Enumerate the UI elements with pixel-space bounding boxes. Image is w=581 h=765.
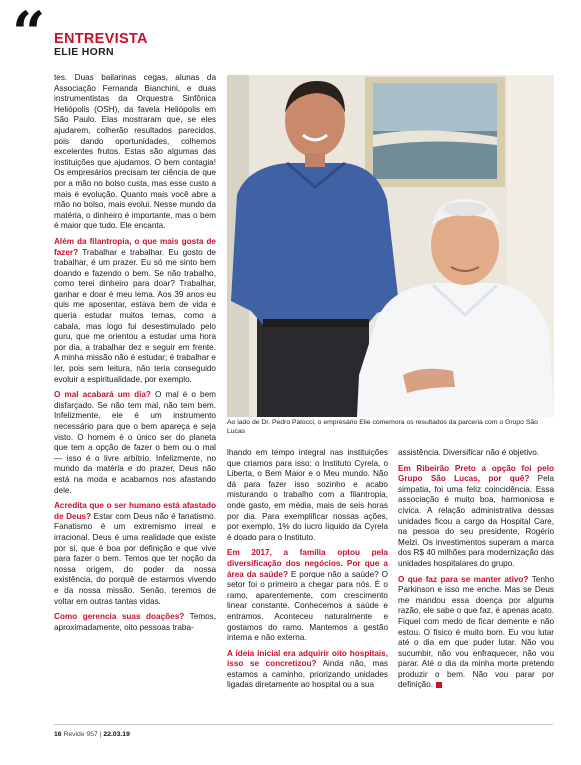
qa-block: [54, 501, 216, 607]
answer: O mal é o bem disfarçado. Se não tem mal, não tem bem. Infelizmente, ele é um instrumento necessário para que o bem apareça e seja visto. O homem é o único ser do planeta que tem a opção de fazer o bem ou o mal — isso é o livre arbítrio. Infelizmente, no mundo da matéria e do prazer, Deus não está na moda e acabamos nos afastando dele.: [54, 390, 216, 495]
qa-block: [227, 548, 388, 643]
question: Acredita que o ser humano está afastado de Deus?: [54, 501, 216, 521]
magazine-name: Revide 957: [63, 731, 98, 738]
article-column-2: [227, 448, 388, 696]
paragraph: lhando em tempo integral nas instituições que criamos para isso: o Instituto Cyrela, o Liberta, o Bem Maior e o Meu mundo. Não dá para fazer isso sozinho e acabo misturando o trabalho com a filantropia, onde gasto, em média, mais de seis horas por dia. Para exemplificar nossas ações, por exemplo, 1% do lucro líquido da Cyrela é doado para o Instituto.: [227, 448, 388, 542]
page-footer: 16 Revide 957 | 22.03.19: [54, 731, 130, 738]
paragraph: tes. Duas bailarinas cegas, alunas da Associação Fernanda Bianchini, e duas instrumentistas da Orquestra Sinfônica Heliópolis (OSH), da favela Heliópolis em São Paulo. Elas mostraram que, se eles ajudarem, colherão resultados parecidos, pois dando oportunidades, colhemos excelentes frutos. Estas são algumas das instituições que ajudamos. O bem contagia! Os empresários precisam ter ciência de que por a mão no bolso custa, mas esse custo a mais é evolução. Quanto mais você abre a mão no bolso, mais evolui. Nesse mundo da matéria, o dinheiro é importante, mas o bem é maior que tudo. Ele encanta.: [54, 73, 216, 231]
question: Como gerencia suas doações?: [54, 612, 185, 622]
qa-block: [54, 237, 216, 385]
end-of-article-icon: [436, 682, 442, 688]
qa-block: [398, 464, 554, 570]
question: Em 2017, a família optou pela diversificação dos negócios. Por que a área da saúde?: [227, 548, 388, 579]
photo-caption: Ao lado de Dr. Pedro Palocci, o empresário Elie comemora os resultados da parceria com o Grupo São Lucas: [227, 419, 538, 435]
photo-illustration: [227, 75, 554, 417]
footer-divider: [54, 724, 553, 725]
question: O mal acabará um dia?: [54, 390, 151, 400]
page-number: 16: [54, 731, 62, 738]
quote-mark-icon: “: [12, 0, 46, 67]
answer: Estar com Deus não é fanatismo. Fanatismo é um extremismo irreal e irracional. Deus é uma realidade que existe por si, que é boa por definição e que vive para fazer o bem. Temos que ter noção da nossa origem, do poder da nossa existência, do porquê de estarmos vivendo e da nossa missão. Senão, teremos de voltar em outras tantas vidas.: [54, 511, 216, 606]
interviewee-name: ELIE HORN: [54, 46, 114, 58]
qa-block: [54, 390, 216, 496]
answer: Ainda não, mas estamos a caminho, priorizando unidades ligadas diretamente ao hospital ou a sua: [227, 659, 388, 690]
answer: Tenho Parkinson e isso me enche. Mas se Deus me mandou essa doença por alguma razão, ele sabe o que faz, é apenas acato. Fiquei com medo de ficar demente e não estou. O físico é muito bom. Eu vou lutar até o dia em que puder lutar. Não vou sucumbir, não vou enfraquecer, não vou parar. Até o dia da minha morte pretendo produzir o bem. Não vou parar por definição.: [398, 574, 554, 690]
paragraph: assistência. Diversificar não é objetivo.: [398, 448, 540, 457]
answer: Pela simpatia, foi uma feliz coincidência. Essa associação é muito boa, harmoniosa e cívica. A relação administrativa dessas unidades ficou a cargo da Hospital Care, na pessoa do seu presidente, Rogério Melzi. Os investimentos superam a marca dos R$ 40 milhões para modernização das unidades hospitalares do grupo.: [398, 474, 555, 568]
question: O que faz para se manter ativo?: [398, 574, 529, 584]
answer: Trabalhar e trabalhar. Eu gosto de trabalhar, é um prazer. Eu só me sinto bem doando e fazendo o bem. Se não trabalho, como terei dinheiro para doar? Trabalhar, ganhar e doar é meu lema. Aos 39 anos eu quis me aposentar, estava bem de vida e queria estudar muitos temas, como a cabala, mas logo fui desestimulado pelo guru, que me orientou a estudar uma hora por dia, a trabalhar dez e seguir em frente. A minha missão não é estudar; é trabalhar e ler, pois sem leitura, não teria conseguido evoluir a espiritualidade, por exemplo.: [54, 247, 216, 384]
interview-photo: [227, 75, 554, 417]
issue-date: 22.03.19: [103, 731, 130, 738]
question: A ideia inicial era adquirir oito hospitais, isso se concretizou?: [227, 648, 388, 669]
section-title: ENTREVISTA: [54, 31, 148, 47]
article-column-3: [398, 448, 554, 696]
qa-block: [398, 575, 554, 692]
qa-block: [227, 649, 388, 691]
answer: E porque não a saúde? O setor foi o primeiro a chegar para nós. É o ramo, aparentemente, com crescimento linear constante. Conhecemos a saúde e entramos. Aconteceu naturalmente e gostamos do ramo. Mantemos a gestão interna e não externa.: [227, 569, 388, 643]
article-column-1: [54, 73, 216, 638]
question: Além da filantropia, o que mais gosta de fazer?: [54, 236, 216, 257]
question: Em Ribeirão Preto a opção foi pelo Grupo São Lucas, por quê?: [398, 463, 554, 484]
answer: Temos, aproximadamente, oito pessoas traba-: [54, 612, 216, 632]
qa-block: [54, 612, 216, 633]
